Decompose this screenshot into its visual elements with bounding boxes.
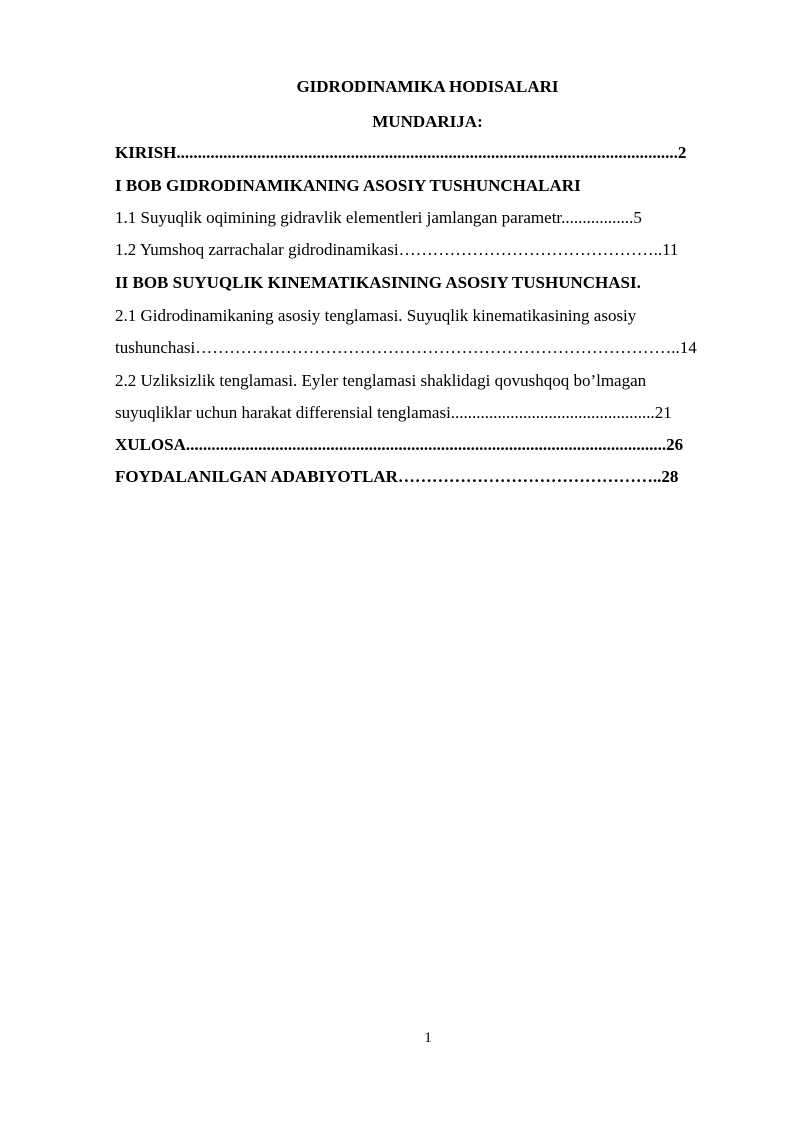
toc-section-1-1: 1.1 Suyuqlik oqimining gidravlik elementleri jamlangan parametr.................5 <box>115 208 642 227</box>
toc-entry-xulosa: XULOSA.................................................................................................................26 <box>115 435 684 454</box>
page-number: 1 <box>424 1030 432 1046</box>
toc-section-2-2-line2: suyuqliklar uchun harakat differensial tenglamasi................................................21 <box>115 403 672 422</box>
toc-section-1-2: 1.2 Yumshoq zarrachalar gidrodinamikasi………………………………………..11 <box>115 240 679 259</box>
toc-section-2-1-line1: 2.1 Gidrodinamikaning asosiy tenglamasi. Suyuqlik kinematikasining asosiy <box>115 306 637 325</box>
document-title: GIDRODINAMIKA HODISALARI <box>296 77 559 96</box>
toc-chapter-1: I BOB GIDRODINAMIKANING ASOSIY TUSHUNCHALARI <box>115 176 581 195</box>
toc-heading: MUNDARIJA: <box>372 112 483 131</box>
toc-entry-kirish: KIRISH......................................................................................................................2 <box>115 143 687 162</box>
toc-entry-adabiyotlar: FOYDALANILGAN ADABIYOTLAR………………………………………..28 <box>115 467 679 486</box>
toc-section-2-2-line1: 2.2 Uzliksizlik tenglamasi. Eyler tenglamasi shaklidagi qovushqoq bo’lmagan <box>115 371 647 390</box>
toc-section-2-1-line2: tushunchasi…………………………………………………………………………..14 <box>115 338 697 357</box>
toc-chapter-2: II BOB SUYUQLIK KINEMATIKASINING ASOSIY TUSHUNCHASI. <box>115 273 641 292</box>
